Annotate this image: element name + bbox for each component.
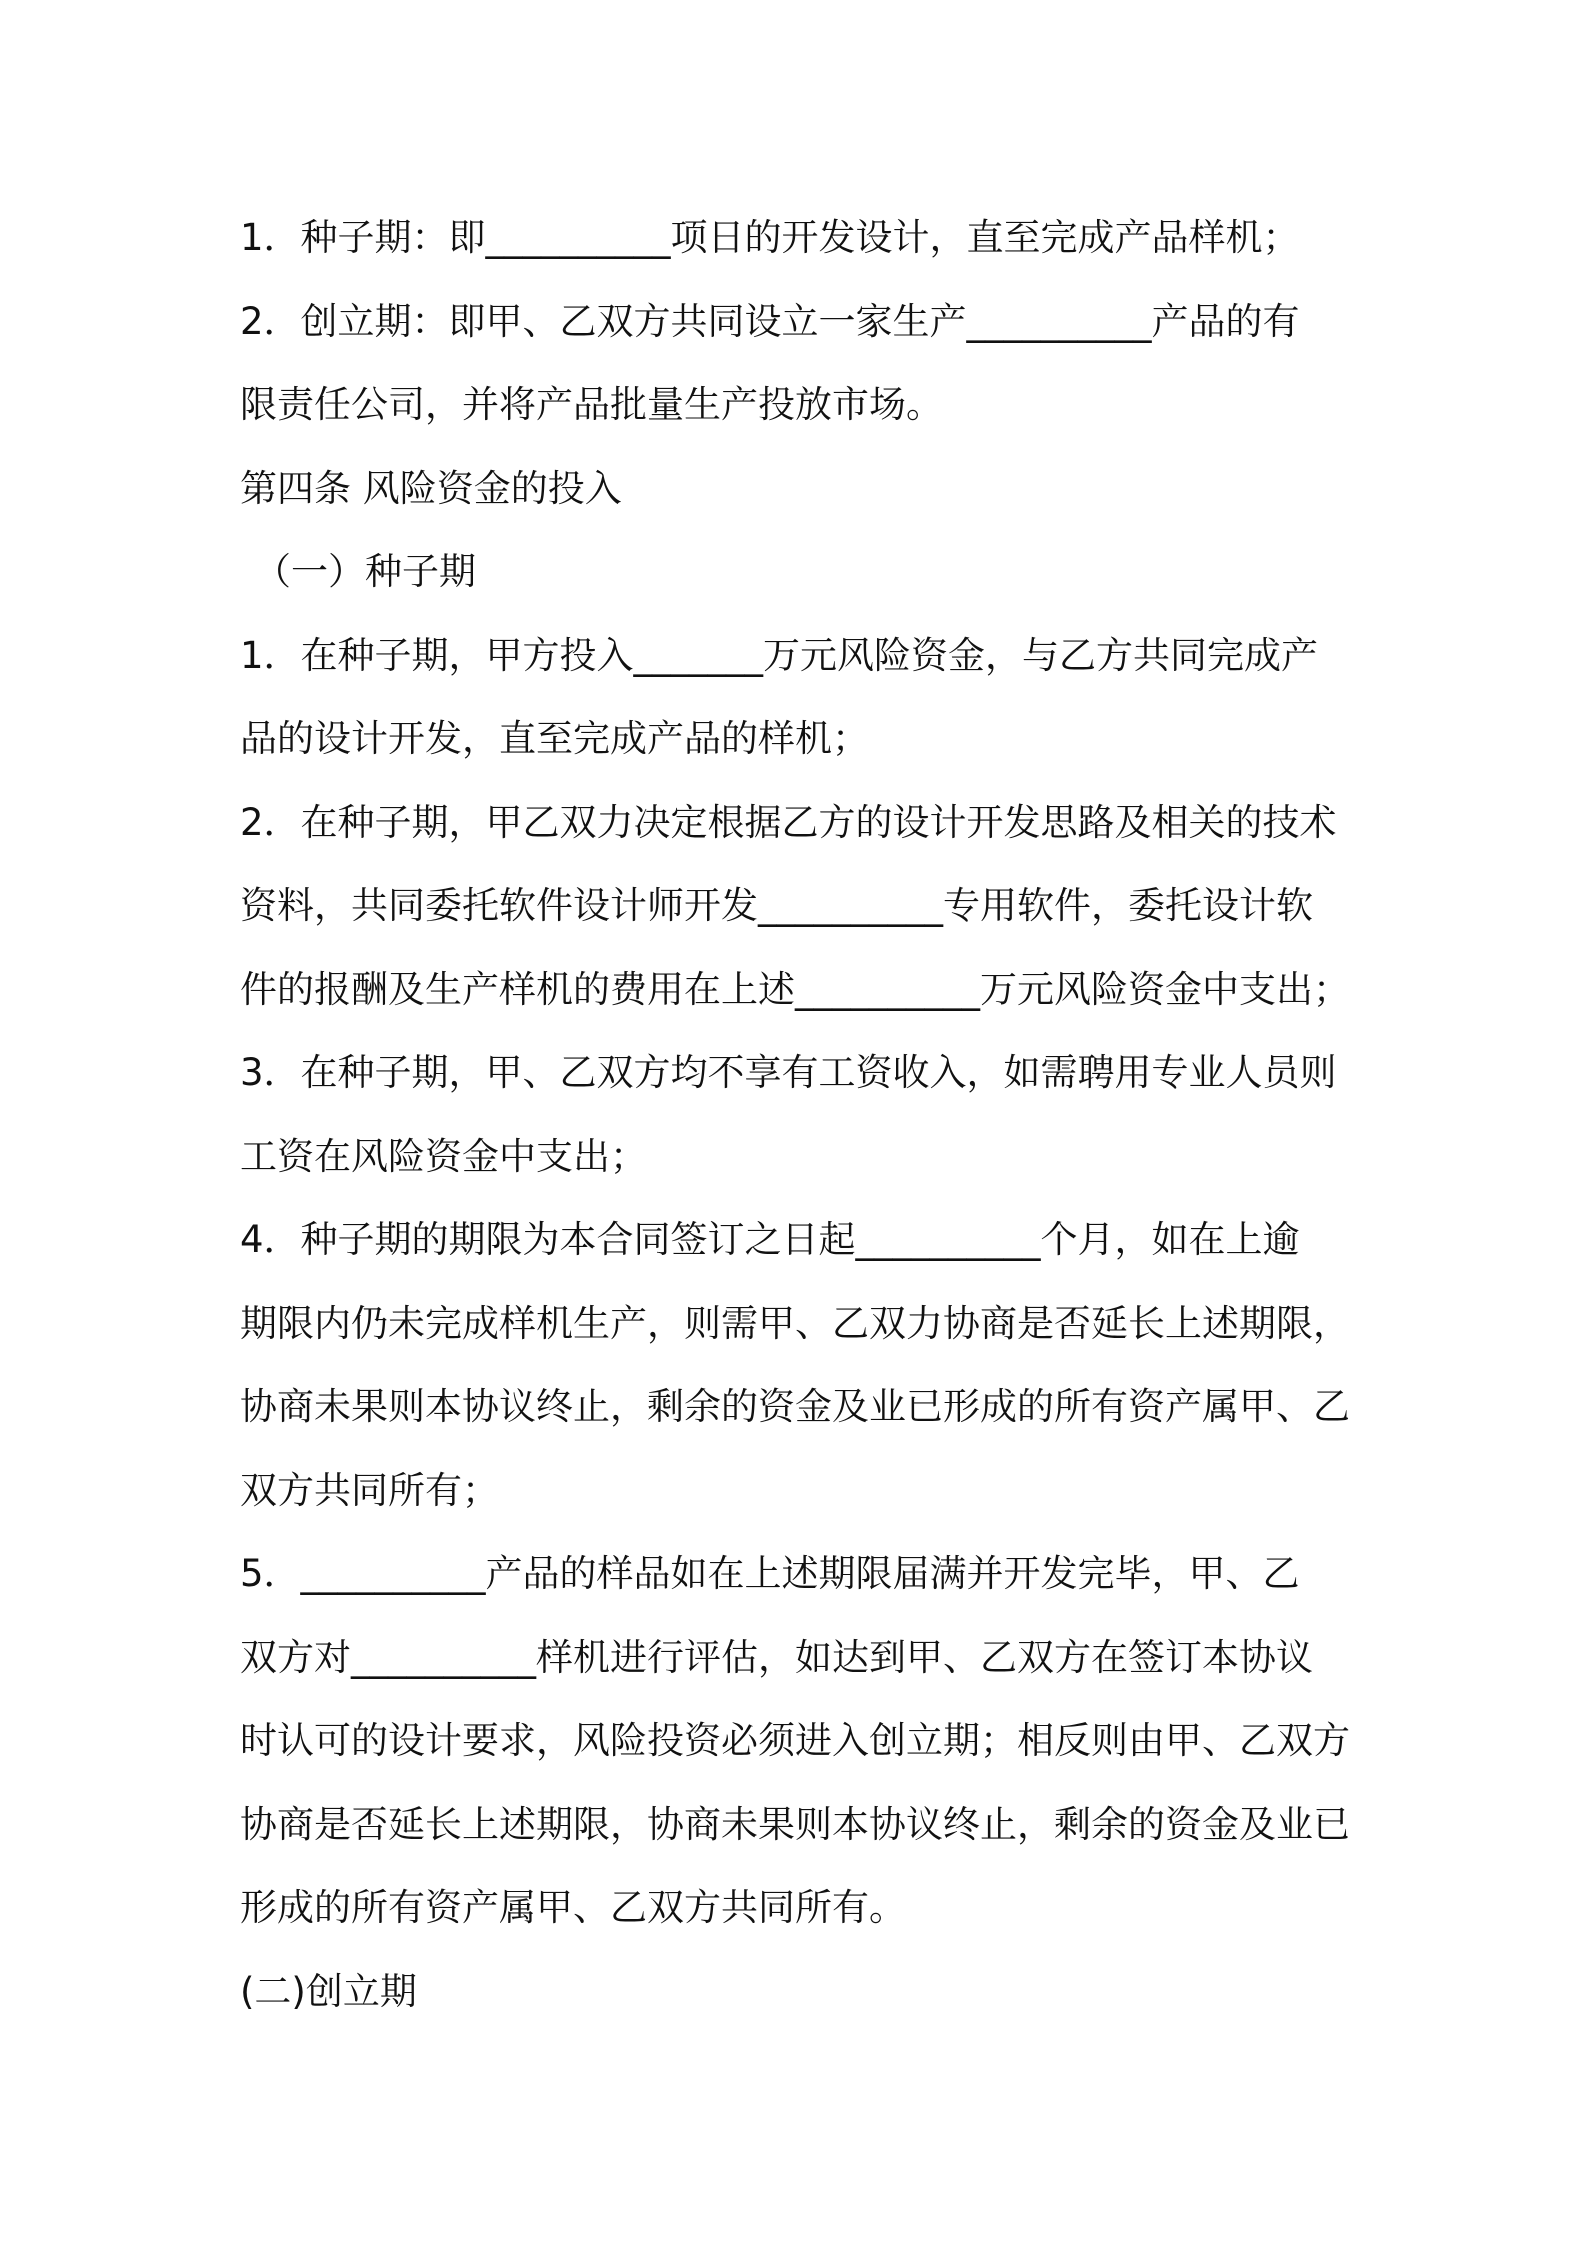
document-body (240, 196, 1375, 2033)
seed-clause-4-cont-a: 期限内仍未完成样机生产，则需甲、乙双力协商是否延长上述期限， (240, 1301, 1350, 1345)
item-startup-stage-definition-cont: 限责任公司，并将产品批量生产投放市场。 (240, 383, 943, 426)
seed-clause-2-cont-b: 件的报酬及生产样机的费用在上述__________万元风险资金中支出； (240, 967, 1350, 1011)
seed-clause-3: 3．在种子期，甲、乙双方均不享有工资收入，如需聘用专业人员则 (240, 1051, 1337, 1094)
seed-clause-2-cont-a: 资料，共同委托软件设计师开发__________专用软件，委托设计软 (240, 884, 1313, 927)
seed-clause-5-cont-c: 协商是否延长上述期限，协商未果则本协议终止，剩余的资金及业已 (240, 1802, 1350, 1846)
seed-clause-5-cont-a: 双方对__________样机进行评估，如达到甲、乙双方在签订本协议 (240, 1635, 1313, 1679)
seed-clause-2: 2．在种子期，甲乙双力决定根据乙方的设计开发思路及相关的技术 (240, 800, 1337, 844)
seed-clause-4-cont-c: 双方共同所有； (240, 1468, 499, 1512)
seed-clause-1-cont: 品的设计开发，直至完成产品的样机； (240, 717, 869, 760)
seed-clause-4: 4．种子期的期限为本合同签订之日起__________个月，如在上逾 (240, 1218, 1300, 1261)
seed-clause-5: 5．__________产品的样品如在上述期限届满并开发完毕，甲、乙 (240, 1552, 1300, 1595)
seed-clause-5-cont-d: 形成的所有资产属甲、乙双方共同所有。 (240, 1886, 906, 1929)
section-startup-stage-heading: (二)创立期 (240, 1969, 417, 2013)
seed-clause-4-cont-b: 协商未果则本协议终止，剩余的资金及业已形成的所有资产属甲、乙 (240, 1385, 1350, 1428)
seed-clause-5-cont-b: 时认可的设计要求，风险投资必须进入创立期；相反则由甲、乙双方 (240, 1719, 1350, 1762)
seed-clause-3-cont: 工资在风险资金中支出； (240, 1134, 647, 1178)
section-seed-stage-heading: （一）种子期 (254, 550, 476, 593)
item-startup-stage-definition: 2．创立期：即甲、乙双方共同设立一家生产__________产品的有 (240, 299, 1300, 343)
article-four-heading: 第四条 风险资金的投入 (240, 466, 622, 510)
seed-clause-1: 1．在种子期，甲方投入_______万元风险资金，与乙方共同完成产 (240, 633, 1319, 677)
item-seed-stage-definition: 1．种子期：即__________项日的开发设计，直至完成产品样机； (240, 216, 1300, 259)
